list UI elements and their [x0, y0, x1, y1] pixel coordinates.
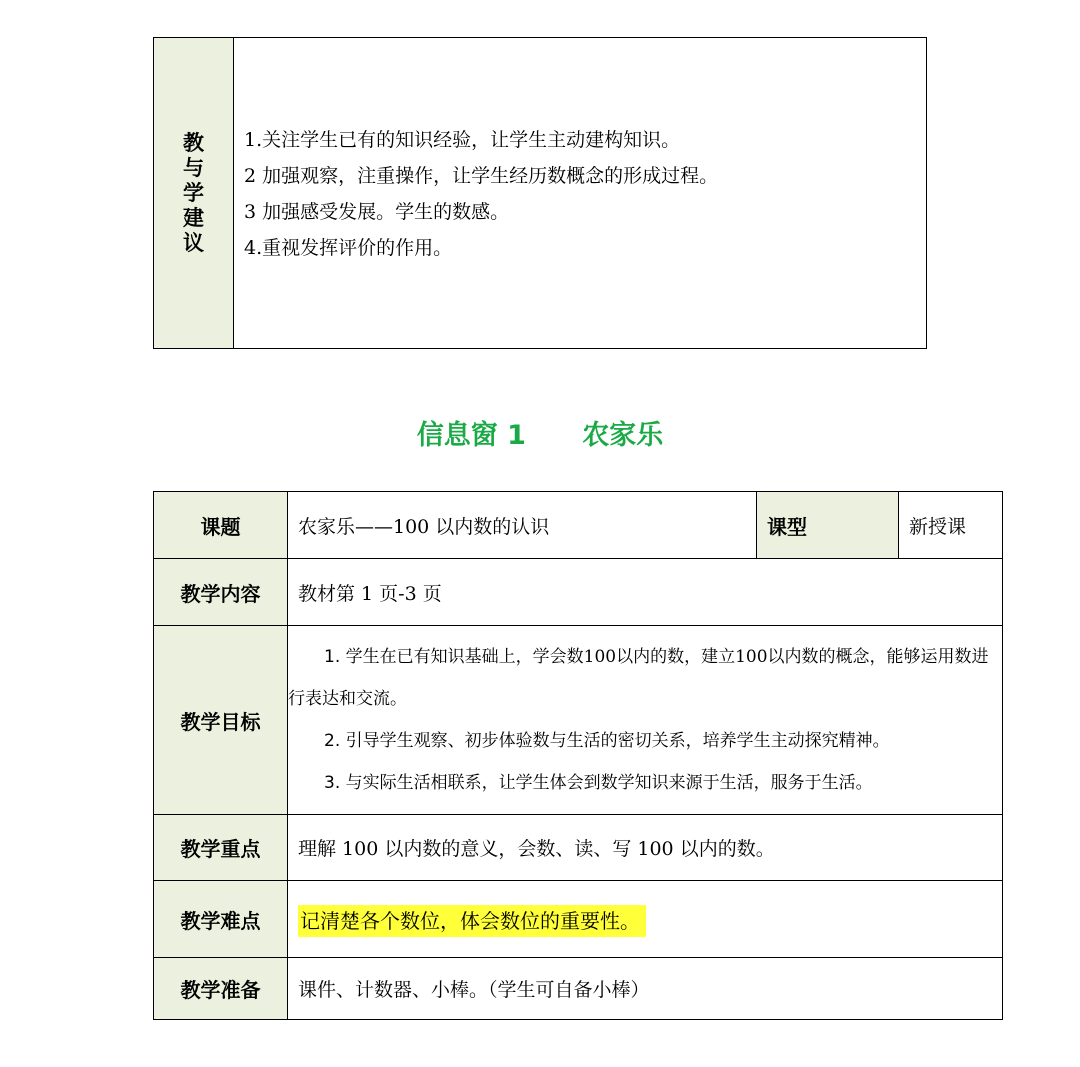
advice-content-cell [234, 38, 926, 348]
type-value: 新授课 [899, 492, 1003, 559]
difficulty-cell [288, 881, 1003, 958]
difficulty-label: 教学难点 [154, 881, 288, 958]
goal-item: 2. 引导学生观察、初步体验数与生活的密切关系，培养学生主动探究精神。 [324, 731, 890, 751]
advice-item: 1.关注学生已有的知识经验，让学生主动建构知识。 [244, 129, 681, 151]
topic-label: 课题 [154, 492, 288, 559]
heading-part-2: 农家乐 [582, 420, 664, 451]
table-row [154, 626, 1003, 815]
content-value: 教材第 1 页-3 页 [288, 559, 1003, 626]
heading-part-1: 信息窗 1 [416, 420, 526, 451]
table-row [154, 559, 1003, 626]
lesson-plan-table [153, 491, 1003, 1020]
goals-cell [288, 626, 1003, 815]
advice-item: 4.重视发挥评价的作用。 [244, 237, 453, 259]
key-point-label: 教学重点 [154, 815, 288, 881]
table-row [154, 958, 1003, 1020]
section-heading [0, 413, 1080, 452]
preparation-value: 课件、计数器、小棒。（学生可自备小棒） [288, 958, 1003, 1020]
content-label: 教学内容 [154, 559, 288, 626]
type-label: 课型 [757, 492, 899, 559]
goal-item: 1. 学生在已有知识基础上，学会数100以内的数，建立100以内数的概念，能够运用数进行表达和交流。 [288, 647, 989, 709]
table-row [154, 492, 1003, 559]
advice-item: 2 加强观察，注重操作，让学生经历数概念的形成过程。 [244, 165, 719, 187]
preparation-label: 教学准备 [154, 958, 288, 1020]
advice-item: 3 加强感受发展。学生的数感。 [244, 201, 510, 223]
advice-label-cell [154, 38, 234, 348]
advice-label: 教与学建议 [183, 130, 204, 255]
key-point-value: 理解 100 以内数的意义，会数、读、写 100 以内的数。 [288, 815, 1003, 881]
table-row [154, 881, 1003, 958]
difficulty-value: 记清楚各个数位，体会数位的重要性。 [298, 905, 646, 937]
teaching-advice-table [153, 37, 927, 349]
goals-label: 教学目标 [154, 626, 288, 815]
topic-value: 农家乐——100 以内数的认识 [288, 492, 757, 559]
table-row [154, 815, 1003, 881]
goal-item: 3. 与实际生活相联系，让学生体会到数学知识来源于生活，服务于生活。 [324, 773, 873, 793]
